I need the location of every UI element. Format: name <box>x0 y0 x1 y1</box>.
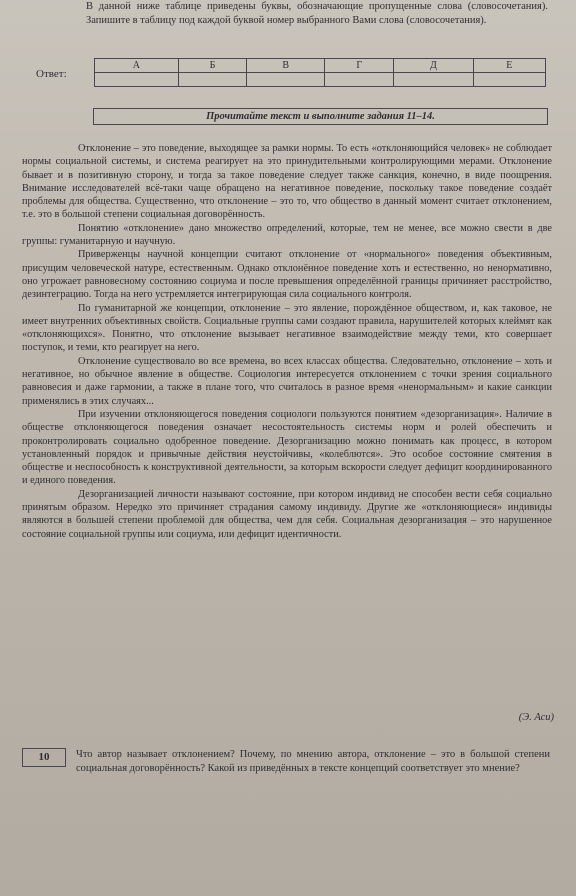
text-author: (Э. Аси) <box>518 712 554 723</box>
answer-input-cell[interactable] <box>394 73 474 87</box>
answer-letter-cell: Б <box>178 59 247 73</box>
answer-letters-row <box>95 59 546 73</box>
answer-letter-cell: Е <box>473 59 545 73</box>
text-paragraph: Приверженцы научной концепции считают отклонение от «нормального» поведения объективным, присущим человеческой натуре, естественным. Однако отклонённое поведение хоть и естественно, но ненормативно, оно угрожает равновесному состоянию социума и после превышения определённой границы причиняет расстройство, дезинтеграцию. Тогда на него устремляется интегрирующая сила социального контроля. <box>22 249 552 301</box>
answer-letter-cell: А <box>95 59 179 73</box>
task-instructions: В данной ниже таблице приведены буквы, обозначающие пропущенные слова (словосочетания). Запишите в таблицу под каждой буквой номер выбранного Вами слова (словосочетания). <box>86 1 548 26</box>
answer-letter-cell: Д <box>394 59 474 73</box>
answer-label: Ответ: <box>36 68 67 80</box>
section-banner: Прочитайте текст и выполните задания 11–14. <box>93 108 548 125</box>
text-paragraph: Понятию «отклонение» дано множество определений, которые, тем не менее, все можно свести в две группы: гуманитарную и научную. <box>22 222 552 248</box>
answer-input-cell[interactable] <box>473 73 545 87</box>
answer-input-cell[interactable] <box>178 73 247 87</box>
answer-input-cell[interactable] <box>325 73 394 87</box>
text-paragraph: Дезорганизацией личности называют состояние, при котором индивид не способен вести себя социально принятым образом. Нередко это причиняет страдания самому индивиду. Другие же «отклоняющиеся» индивиды являются в большей степени проблемой для общества, чем для себя. Социальная дезорганизация – это нарушенное состояние социальной группы или социума, или дефицит идентичности. <box>22 488 552 540</box>
answer-letter-cell: В <box>247 59 325 73</box>
reading-text <box>22 142 552 541</box>
answer-input-cell[interactable] <box>95 73 179 87</box>
answer-input-cell[interactable] <box>247 73 325 87</box>
task-number-box: 10 <box>22 748 66 767</box>
text-paragraph: При изучении отклоняющегося поведения социологи пользуются понятием «дезорганизация». Наличие в обществе отклоняющегося поведения означает несостоятельность системы норм и ролей обеспечить и проконтролировать социально одобренное поведение. Дезорганизацию можно понимать как процесс, в котором установленный порядок и привычные действия неустойчивы, «колеблются». Это особое состояние смятения в обществе и неспособность к конструктивной деятельности, за которым вскорости следует дефицит координированного и единого поведения. <box>22 408 552 487</box>
text-paragraph: Отклонение существовало во все времена, во всех классах общества. Следовательно, отклонение – хоть и негативное, но обычное явление в обществе. Социология интересуется отклонением с точки зрения социального равновесия и даже гармонии, а также в плане того, что считалось в разное время «ненормальным» и какие санкции применялись в этих случаях... <box>22 355 552 407</box>
answer-letter-cell: Г <box>325 59 394 73</box>
text-paragraph: Отклонение – это поведение, выходящее за рамки нормы. То есть «отклоняющийся человек» не соблюдает нормы социальной системы, и система реагирует на это принудительными контролирующими мерами. Отклонение бывает и в позитивную сторону, и тогда за такое поведение следует также санкция, конечно, в виде поощрения. Внимание исследователей всё-таки чаще обращено на негативное поведение, поскольку такое поведение создаёт проблемы для общества. Существенно, что отклонение – это то, что общество в данный момент считает отклонением, т.е. это в большой степени социальная договорённость. <box>22 143 552 221</box>
task-question: Что автор называет отклонением? Почему, по мнению автора, отклонение – это в большой степени социальная договорённость? Какой из приведённых в тексте концепций соответствует это мнение? <box>76 749 550 774</box>
answer-table <box>94 58 546 87</box>
text-paragraph: По гуманитарной же концепции, отклонение – это явление, порождённое обществом, и, как таковое, не имеет внутренних объективных свойств. Социальные группы сами создают правила, нарушителей которых клеймят как «отклоняющихся». Понятно, что отклонение вызывает негативное взаимодействие между теми, кто совершает поступок, и теми, кто реагирует на него. <box>22 302 552 354</box>
answer-input-row <box>95 73 546 87</box>
